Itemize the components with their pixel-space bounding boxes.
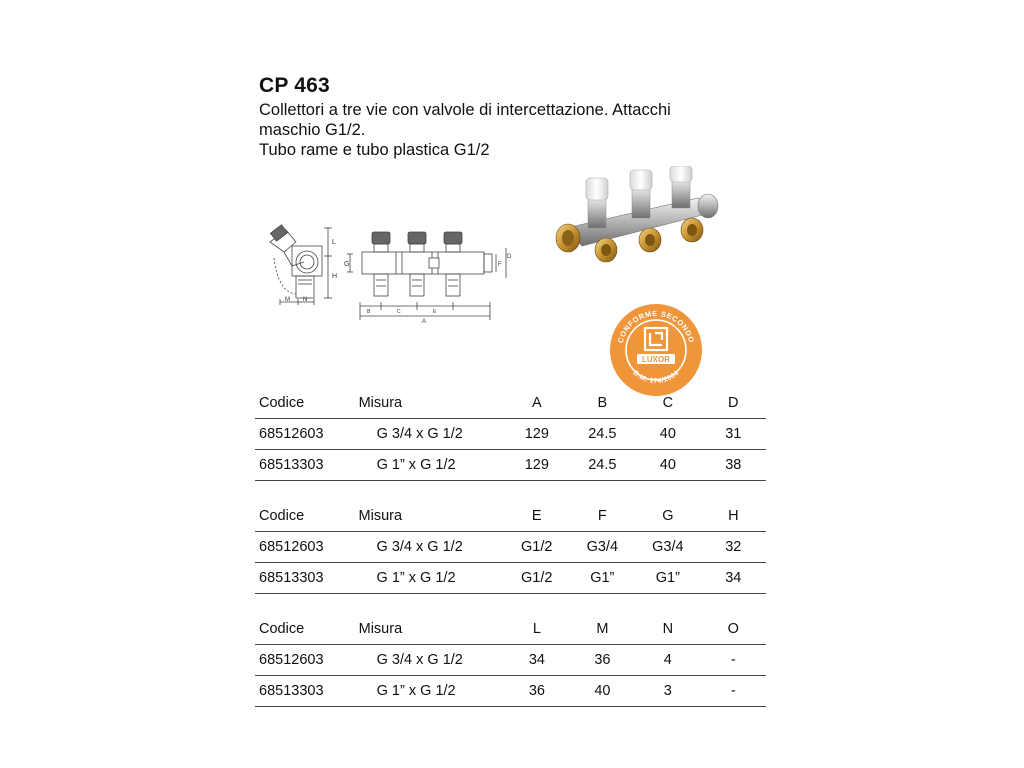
cell-misura: G 3/4 x G 1/2	[359, 419, 505, 450]
dim-label-l: L	[332, 239, 336, 246]
cell-misura: G 1” x G 1/2	[359, 563, 504, 594]
header-g: G	[635, 501, 701, 532]
product-description	[259, 100, 779, 160]
table-header-row	[255, 614, 766, 645]
header-l: L	[504, 614, 569, 645]
cell-m: 36	[570, 645, 635, 676]
cell-misura: G 1” x G 1/2	[359, 676, 505, 707]
cell-h: 34	[701, 563, 766, 594]
cell-e: G1/2	[504, 532, 570, 563]
cell-misura: G 3/4 x G 1/2	[359, 645, 505, 676]
cell-misura: G 3/4 x G 1/2	[359, 532, 504, 563]
dim-label-g: G	[344, 261, 350, 268]
cell-o: -	[701, 645, 766, 676]
cell-codice: 68512603	[255, 419, 359, 450]
dim-label-f: F	[498, 262, 502, 268]
cell-g: G3/4	[635, 532, 701, 563]
table-row	[255, 532, 766, 563]
cell-d: 31	[701, 419, 766, 450]
cell-a: 129	[504, 419, 570, 450]
cell-codice: 68513303	[255, 450, 359, 481]
description-line: Collettori a tre vie con valvole di intercettazione. Attacchi	[259, 101, 671, 119]
header-n: N	[635, 614, 700, 645]
header-b: B	[570, 388, 636, 419]
header-m: M	[570, 614, 635, 645]
spec-table-efgh	[255, 501, 766, 594]
cell-o: -	[701, 676, 766, 707]
spec-table-abcd	[255, 388, 766, 481]
header-misura: Misura	[359, 388, 505, 419]
badge-top-text: CONFORME SECONDO	[615, 308, 697, 345]
table-row	[255, 419, 766, 450]
cell-d: 38	[701, 450, 766, 481]
header-codice: Codice	[255, 614, 359, 645]
header-o: O	[701, 614, 766, 645]
dim-label-m: M	[285, 297, 290, 303]
badge-bottom-text: D.M. 174/2004	[631, 369, 681, 385]
dim-label-a: A	[422, 319, 427, 324]
cell-codice: 68512603	[255, 532, 359, 563]
side-view-drawing	[258, 222, 338, 308]
product-photo	[548, 166, 728, 270]
front-view-drawing	[340, 224, 512, 324]
header-e: E	[504, 501, 570, 532]
header-a: A	[504, 388, 570, 419]
dim-label-c: C	[397, 309, 401, 315]
cell-l: 34	[504, 645, 569, 676]
cell-f: G1”	[570, 563, 636, 594]
header-f: F	[570, 501, 636, 532]
badge-brand: LUXOR	[642, 355, 670, 364]
header-d: D	[701, 388, 766, 419]
cell-a: 129	[504, 450, 570, 481]
description-line: maschio G1/2.	[259, 121, 366, 139]
product-title: CP 463	[259, 74, 330, 97]
header-codice: Codice	[255, 388, 359, 419]
header-c: C	[635, 388, 700, 419]
cell-n: 4	[635, 645, 700, 676]
cell-l: 36	[504, 676, 569, 707]
cell-codice: 68513303	[255, 676, 359, 707]
cell-codice: 68513303	[255, 563, 359, 594]
dim-label-h: H	[332, 273, 338, 280]
description-line: Tubo rame e tubo plastica G1/2	[259, 141, 490, 159]
cell-e: G1/2	[504, 563, 570, 594]
cell-n: 3	[635, 676, 700, 707]
spec-table-lmno	[255, 614, 766, 707]
cell-g: G1”	[635, 563, 701, 594]
cell-b: 24.5	[570, 419, 636, 450]
cell-c: 40	[635, 450, 700, 481]
cell-misura: G 1” x G 1/2	[359, 450, 505, 481]
spec-tables	[255, 388, 767, 727]
header-misura: Misura	[359, 614, 505, 645]
table-header-row	[255, 388, 766, 419]
cell-c: 40	[635, 419, 700, 450]
header-h: H	[701, 501, 766, 532]
header-misura: Misura	[359, 501, 504, 532]
table-header-row	[255, 501, 766, 532]
cell-m: 40	[570, 676, 635, 707]
table-row	[255, 563, 766, 594]
cell-codice: 68512603	[255, 645, 359, 676]
dim-label-b: B	[367, 309, 371, 315]
dim-label-d: D	[507, 254, 512, 260]
table-row	[255, 676, 766, 707]
table-row	[255, 450, 766, 481]
table-row	[255, 645, 766, 676]
dim-label-e: E	[433, 309, 437, 315]
cell-f: G3/4	[570, 532, 636, 563]
cell-h: 32	[701, 532, 766, 563]
luxor-conformity-badge	[608, 302, 704, 398]
header-codice: Codice	[255, 501, 359, 532]
dim-label-n: N	[303, 297, 308, 303]
cell-b: 24.5	[570, 450, 636, 481]
